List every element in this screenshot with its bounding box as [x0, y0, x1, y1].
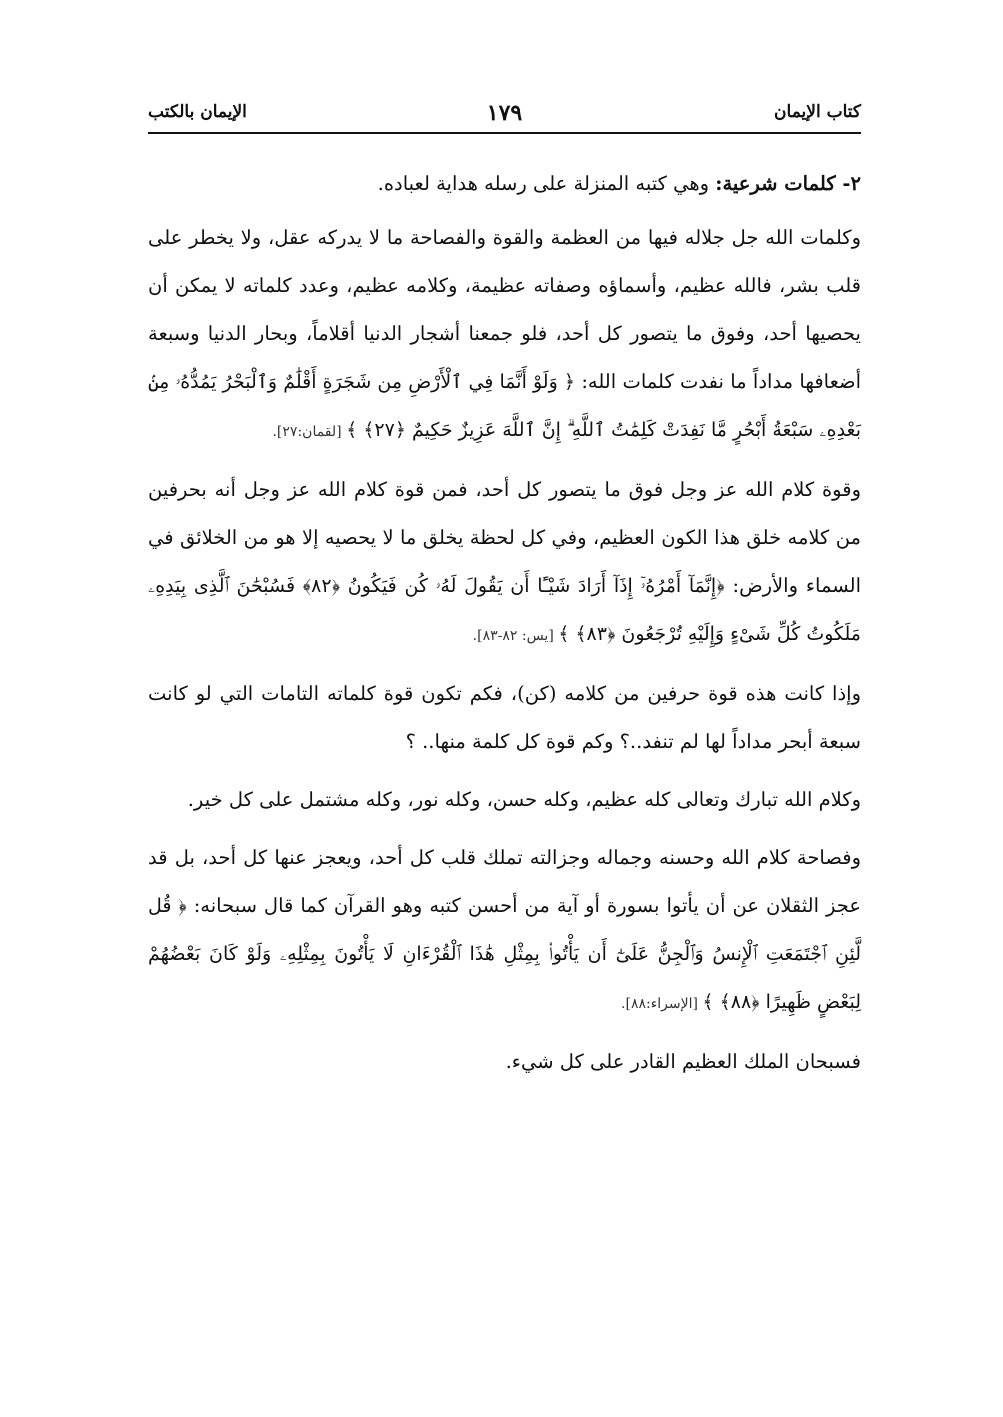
- paragraph-1: [148, 160, 861, 208]
- page-number: ١٧٩: [486, 100, 523, 126]
- header-chapter-title: الإيمان بالكتب: [148, 102, 247, 122]
- quran-verse: ﴿ قُل لَّئِنِ ٱجْتَمَعَتِ ٱلْإِنسُ وَٱلْجِنُّ عَلَىٰٓ أَن يَأْتُوا۟ بِمِثْلِ هَٰذَا ٱلْقُرْءَانِ لَا يَأْتُونَ بِمِثْلِهِۦ وَلَوْ كَانَ بَعْضُهُمْ لِبَعْضٍ ظَهِيرًا ﴿٨٨﴾ ﴾: [148, 895, 861, 1013]
- page-body: [148, 160, 861, 1096]
- verse-reference: [الإسراء:٨٨].: [621, 996, 703, 1012]
- paragraph-5: [148, 776, 861, 824]
- verse-reference: [يس: ٨٢-٨٣].: [472, 628, 559, 644]
- item-heading: ٢- كلمات شرعية:: [715, 172, 861, 195]
- paragraph-text: وقوة كلام الله عز وجل فوق ما يتصور كل أحد، فمن قوة كلام الله عز وجل أنه بحرفين من كلامه خلق هذا الكون العظيم، وفي كل لحظة يخلق ما لا يحصيه إلا هو من الخلائق في السماء والأرض:: [148, 478, 862, 597]
- header-divider: [148, 132, 861, 134]
- paragraph-3: [148, 466, 861, 660]
- header-book-title: كتاب الإيمان: [774, 102, 861, 122]
- paragraph-text: وإذا كانت هذه قوة حرفين من كلامه (كن)، فكم تكون قوة كلماته التامات التي لو كانت سبعة أبحر مداداً لها لم تنفد..؟ وكم قوة كل كلمة منها.. ؟: [148, 682, 861, 753]
- paragraph-2: [148, 214, 861, 456]
- paragraph-text: وكلمات الله جل جلاله فيها من العظمة والقوة والفصاحة ما لا يدركه عقل، ولا يخطر على قلب بشر، فالله عظيم، وأسماؤه وصفاته عظيمة، وكلامه عظيم، وعدد كلماته لا يمكن أن يحصيها أحد، وفوق ما يتصور كل أحد، فلو جمعنا أشجار الدنيا أقلاماً، وبحار الدنيا وسبعة أضعافها مداداً ما نفدت كلمات الله:: [148, 226, 861, 393]
- paragraph-7: [148, 1038, 861, 1086]
- paragraph-text: وهي كتبه المنزلة على رسله هداية لعباده.: [377, 172, 716, 195]
- paragraph-text: وفصاحة كلام الله وحسنه وجماله وجزالته تملك قلب كل أحد، ويعجز عنها كل أحد، بل قد عجز الثقلان عن أن يأتوا بسورة أو آية من أحسن كتبه وهو القرآن كما قال سبحانه:: [148, 846, 861, 917]
- quran-verse: ﴿إِنَّمَآ أَمْرُهُۥٓ إِذَآ أَرَادَ شَيْـًٔا أَن يَقُولَ لَهُۥ كُن فَيَكُونُ ﴿٨٢﴾ فَسُبْحَٰنَ ٱلَّذِى بِيَدِهِۦ مَلَكُوتُ كُلِّ شَىْءٍ وَإِلَيْهِ تُرْجَعُونَ ﴿٨٣﴾ ﴾: [148, 575, 861, 645]
- paragraph-4: [148, 670, 861, 766]
- paragraph-text: وكلام الله تبارك وتعالى كله عظيم، وكله حسن، وكله نور، وكله مشتمل على كل خير.: [187, 788, 861, 811]
- verse-reference: [لقمان:٢٧].: [272, 424, 347, 440]
- paragraph-text: فسبحان الملك العظيم القادر على كل شيء.: [505, 1050, 861, 1073]
- page-header: [148, 100, 861, 130]
- paragraph-6: [148, 834, 861, 1028]
- quran-verse: ﴿ وَلَوْ أَنَّمَا فِي ٱلْأَرْضِ مِن شَجَرَةٍ أَقْلَٰمٌ وَٱلْبَحْرُ يَمُدُّهُۥ مِنۢ بَعْدِهِۦ سَبْعَةُ أَبْحُرٍ مَّا نَفِدَتْ كَلِمَٰتُ ٱللَّهِ ۗ إِنَّ ٱللَّهَ عَزِيزٌ حَكِيمٌ ﴿٢٧﴾ ﴾: [148, 371, 861, 441]
